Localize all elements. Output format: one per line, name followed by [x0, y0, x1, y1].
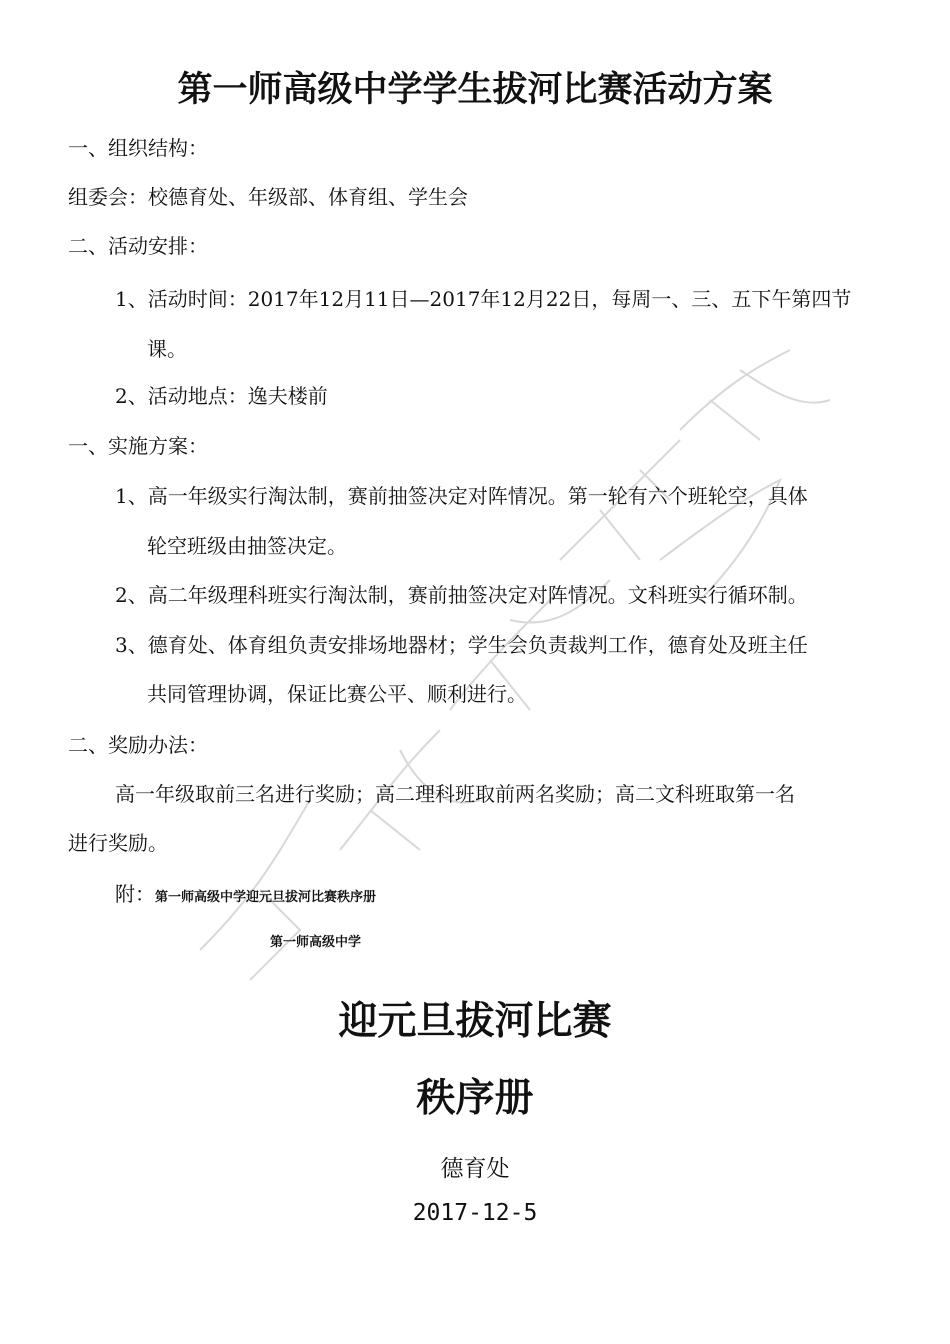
plan-heading: 一、实施方案： — [68, 434, 208, 458]
watermark-graphic — [140, 330, 860, 1010]
plan3-line-2: 共同管理协调，保证比赛公平、顺利进行。 — [147, 682, 527, 706]
schedule-heading: 二、活动安排： — [68, 234, 208, 258]
reward-line-2: 进行奖励。 — [68, 831, 168, 855]
document-title: 第一师高级中学学生拔河比赛活动方案 — [177, 70, 773, 110]
cover-title-line-2: 秩序册 — [416, 1076, 534, 1121]
place-text: 2、活动地点：逸夫楼前 — [115, 384, 328, 408]
plan2-text: 2、高二年级理科班实行淘汰制，赛前抽签决定对阵情况。文科班实行循环制。 — [115, 583, 808, 607]
reward-line-1: 高一年级取前三名进行奖励；高二理科班取前两名奖励；高二文科班取第一名 — [115, 782, 795, 806]
plan1-line-2: 轮空班级由抽签决定。 — [147, 534, 347, 558]
attachment-label: 附： — [115, 882, 155, 906]
document-date: 2017-12-5 — [412, 1200, 538, 1226]
committee-text: 组委会：校德育处、年级部、体育组、学生会 — [68, 185, 468, 209]
time-line-2: 课。 — [147, 337, 187, 361]
org-heading: 一、组织结构： — [68, 136, 208, 160]
plan3-line-1: 3、德育处、体育组负责安排场地器材；学生会负责裁判工作，德育处及班主任 — [115, 633, 808, 657]
attachment-text: 第一师高级中学迎元旦拔河比赛秩序册 — [155, 890, 377, 905]
plan1-line-1: 1、高一年级实行淘汰制，赛前抽签决定对阵情况。第一轮有六个班轮空，具体 — [115, 484, 808, 508]
cover-title-line-1: 迎元旦拔河比赛 — [338, 999, 612, 1044]
attachment-line — [115, 880, 376, 908]
school-name: 第一师高级中学 — [270, 935, 362, 950]
reward-heading: 二、奖励办法： — [68, 733, 208, 757]
time-line-1: 1、活动时间：2017年12月11日—2017年12月22日，每周一、三、五下午第四节 — [115, 287, 852, 311]
department: 德育处 — [440, 1156, 510, 1182]
